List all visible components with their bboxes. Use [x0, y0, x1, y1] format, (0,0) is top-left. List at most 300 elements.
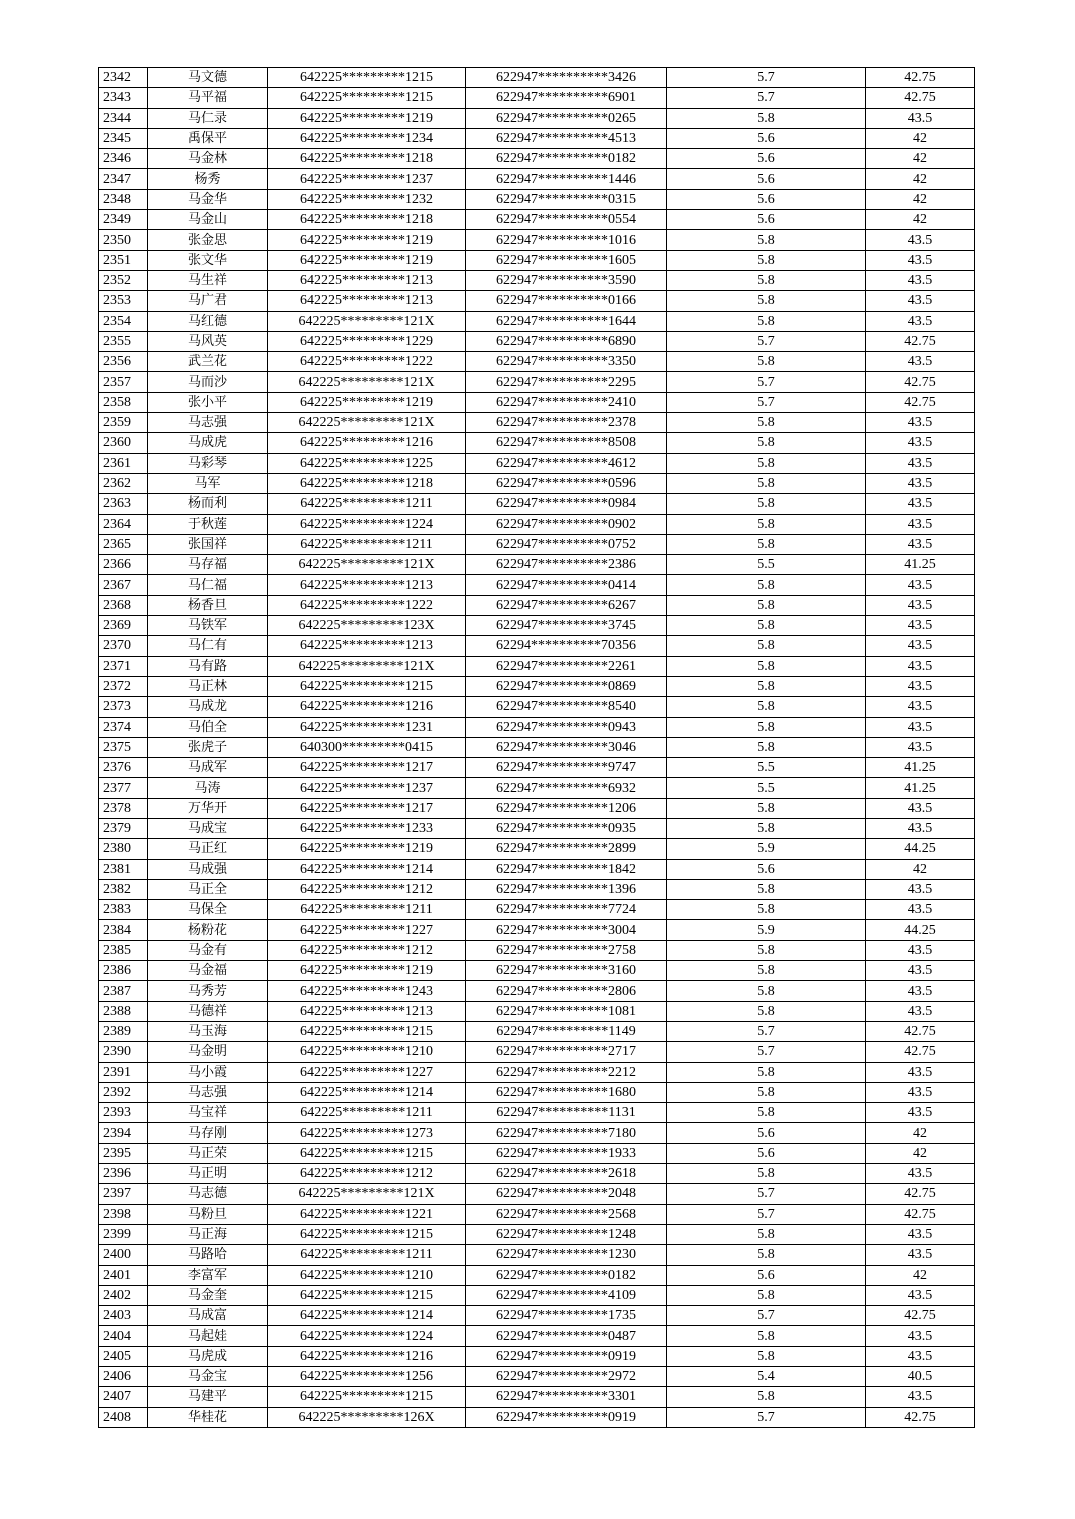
id-number-cell: 642225*********121X: [268, 413, 466, 433]
id-number-cell: 642225*********1210: [268, 1265, 466, 1285]
id-number-cell: 642225*********121X: [268, 311, 466, 331]
table-row: [99, 920, 975, 940]
id-number-cell: 642225*********121X: [268, 1184, 466, 1204]
amount-cell: 43.5: [866, 413, 975, 433]
name-cell: 马金奎: [148, 1285, 268, 1305]
amount-cell: 43.5: [866, 1387, 975, 1407]
name-cell: 马金山: [148, 210, 268, 230]
area-cell: 5.7: [667, 1042, 866, 1062]
name-cell: 马志强: [148, 413, 268, 433]
name-cell: 张金思: [148, 230, 268, 250]
id-number-cell: 642225*********1256: [268, 1367, 466, 1387]
name-cell: 马生祥: [148, 270, 268, 290]
id-number-cell: 642225*********1231: [268, 717, 466, 737]
table-row: [99, 1103, 975, 1123]
amount-cell: 42.75: [866, 1021, 975, 1041]
row-number: 2404: [99, 1326, 148, 1346]
name-cell: 马成强: [148, 859, 268, 879]
amount-cell: 43.5: [866, 616, 975, 636]
name-cell: 马起娃: [148, 1326, 268, 1346]
id-number-cell: 642225*********1224: [268, 1326, 466, 1346]
id-number-cell: 642225*********1218: [268, 210, 466, 230]
account-number-cell: 622947**********0869: [466, 676, 667, 696]
area-cell: 5.8: [667, 291, 866, 311]
id-number-cell: 642225*********1219: [268, 108, 466, 128]
table-row: [99, 1245, 975, 1265]
row-number: 2406: [99, 1367, 148, 1387]
row-number: 2408: [99, 1407, 148, 1427]
table-row: [99, 88, 975, 108]
area-cell: 5.6: [667, 128, 866, 148]
row-number: 2344: [99, 108, 148, 128]
id-number-cell: 642225*********121X: [268, 656, 466, 676]
area-cell: 5.9: [667, 920, 866, 940]
row-number: 2400: [99, 1245, 148, 1265]
table-row: [99, 331, 975, 351]
area-cell: 5.8: [667, 1387, 866, 1407]
name-cell: 武兰花: [148, 352, 268, 372]
id-number-cell: 642225*********1213: [268, 636, 466, 656]
name-cell: 马正林: [148, 676, 268, 696]
row-number: 2348: [99, 189, 148, 209]
area-cell: 5.8: [667, 1001, 866, 1021]
amount-cell: 43.5: [866, 1245, 975, 1265]
id-number-cell: 642225*********1215: [268, 1387, 466, 1407]
amount-cell: 42.75: [866, 392, 975, 412]
table-row: [99, 392, 975, 412]
area-cell: 5.5: [667, 555, 866, 575]
account-number-cell: 622947**********0919: [466, 1346, 667, 1366]
area-cell: 5.7: [667, 372, 866, 392]
area-cell: 5.8: [667, 717, 866, 737]
account-number-cell: 622947**********0315: [466, 189, 667, 209]
area-cell: 5.8: [667, 595, 866, 615]
amount-cell: 42: [866, 128, 975, 148]
area-cell: 5.8: [667, 616, 866, 636]
name-cell: 禹保平: [148, 128, 268, 148]
table-row: [99, 839, 975, 859]
id-number-cell: 642225*********1219: [268, 961, 466, 981]
account-number-cell: 622947**********1446: [466, 169, 667, 189]
area-cell: 5.7: [667, 392, 866, 412]
name-cell: 马铁军: [148, 616, 268, 636]
account-number-cell: 622947**********1933: [466, 1143, 667, 1163]
account-number-cell: 622947**********2758: [466, 940, 667, 960]
name-cell: 马存福: [148, 555, 268, 575]
id-number-cell: 642225*********1215: [268, 1021, 466, 1041]
row-number: 2350: [99, 230, 148, 250]
amount-cell: 43.5: [866, 818, 975, 838]
account-number-cell: 622947**********3046: [466, 737, 667, 757]
area-cell: 5.6: [667, 1143, 866, 1163]
row-number: 2370: [99, 636, 148, 656]
table-row: [99, 230, 975, 250]
account-number-cell: 622947**********1644: [466, 311, 667, 331]
table-row: [99, 291, 975, 311]
name-cell: 马志德: [148, 1184, 268, 1204]
area-cell: 5.8: [667, 433, 866, 453]
table-row: [99, 169, 975, 189]
id-number-cell: 642225*********126X: [268, 1407, 466, 1427]
table-row: [99, 758, 975, 778]
table-row: [99, 595, 975, 615]
amount-cell: 43.5: [866, 1326, 975, 1346]
amount-cell: 43.5: [866, 961, 975, 981]
row-number: 2379: [99, 818, 148, 838]
account-number-cell: 622947**********7724: [466, 900, 667, 920]
amount-cell: 43.5: [866, 737, 975, 757]
payment-table: [98, 67, 975, 1428]
area-cell: 5.7: [667, 1184, 866, 1204]
table-row: [99, 372, 975, 392]
amount-cell: 43.5: [866, 1285, 975, 1305]
account-number-cell: 622947**********2378: [466, 413, 667, 433]
amount-cell: 43.5: [866, 311, 975, 331]
amount-cell: 42.75: [866, 1306, 975, 1326]
amount-cell: 43.5: [866, 534, 975, 554]
row-number: 2363: [99, 494, 148, 514]
table-row: [99, 250, 975, 270]
table-row: [99, 1367, 975, 1387]
account-number-cell: 622947**********2261: [466, 656, 667, 676]
id-number-cell: 642225*********1215: [268, 88, 466, 108]
area-cell: 5.8: [667, 1103, 866, 1123]
row-number: 2377: [99, 778, 148, 798]
name-cell: 马德祥: [148, 1001, 268, 1021]
id-number-cell: 642225*********1211: [268, 900, 466, 920]
account-number-cell: 622947**********0935: [466, 818, 667, 838]
amount-cell: 43.5: [866, 270, 975, 290]
account-number-cell: 622947**********0596: [466, 473, 667, 493]
id-number-cell: 642225*********1229: [268, 331, 466, 351]
table-row: [99, 940, 975, 960]
area-cell: 5.8: [667, 879, 866, 899]
account-number-cell: 622947**********2212: [466, 1062, 667, 1082]
row-number: 2398: [99, 1204, 148, 1224]
row-number: 2388: [99, 1001, 148, 1021]
name-cell: 马正荣: [148, 1143, 268, 1163]
row-number: 2354: [99, 311, 148, 331]
amount-cell: 43.5: [866, 1164, 975, 1184]
id-number-cell: 642225*********1214: [268, 1082, 466, 1102]
row-number: 2366: [99, 555, 148, 575]
id-number-cell: 642225*********121X: [268, 372, 466, 392]
row-number: 2397: [99, 1184, 148, 1204]
id-number-cell: 642225*********1216: [268, 697, 466, 717]
table-row: [99, 1042, 975, 1062]
amount-cell: 43.5: [866, 473, 975, 493]
row-number: 2392: [99, 1082, 148, 1102]
area-cell: 5.6: [667, 189, 866, 209]
row-number: 2405: [99, 1346, 148, 1366]
row-number: 2383: [99, 900, 148, 920]
id-number-cell: 642225*********1233: [268, 818, 466, 838]
name-cell: 马虎成: [148, 1346, 268, 1366]
table-row: [99, 900, 975, 920]
account-number-cell: 622947**********2806: [466, 981, 667, 1001]
account-number-cell: 622947**********1248: [466, 1224, 667, 1244]
account-number-cell: 622947**********0265: [466, 108, 667, 128]
name-cell: 马粉旦: [148, 1204, 268, 1224]
id-number-cell: 642225*********1215: [268, 1143, 466, 1163]
row-number: 2355: [99, 331, 148, 351]
area-cell: 5.7: [667, 1306, 866, 1326]
name-cell: 杨香旦: [148, 595, 268, 615]
amount-cell: 43.5: [866, 940, 975, 960]
name-cell: 马红德: [148, 311, 268, 331]
id-number-cell: 642225*********1212: [268, 879, 466, 899]
name-cell: 马有路: [148, 656, 268, 676]
area-cell: 5.8: [667, 737, 866, 757]
table-row: [99, 311, 975, 331]
name-cell: 马伯全: [148, 717, 268, 737]
id-number-cell: 642225*********1217: [268, 798, 466, 818]
account-number-cell: 622947**********3745: [466, 616, 667, 636]
table-row: [99, 128, 975, 148]
row-number: 2401: [99, 1265, 148, 1285]
name-cell: 马广君: [148, 291, 268, 311]
table-row: [99, 473, 975, 493]
amount-cell: 42.75: [866, 1204, 975, 1224]
id-number-cell: 642225*********1222: [268, 595, 466, 615]
amount-cell: 42.75: [866, 68, 975, 88]
row-number: 2358: [99, 392, 148, 412]
amount-cell: 43.5: [866, 900, 975, 920]
id-number-cell: 642225*********1243: [268, 981, 466, 1001]
amount-cell: 43.5: [866, 879, 975, 899]
id-number-cell: 642225*********121X: [268, 555, 466, 575]
table-row: [99, 1285, 975, 1305]
id-number-cell: 642225*********1215: [268, 68, 466, 88]
account-number-cell: 622947**********0182: [466, 149, 667, 169]
table-row: [99, 1062, 975, 1082]
name-cell: 张国祥: [148, 534, 268, 554]
table-row: [99, 1082, 975, 1102]
table-row: [99, 1265, 975, 1285]
table-row: [99, 534, 975, 554]
table-row: [99, 1387, 975, 1407]
area-cell: 5.8: [667, 1326, 866, 1346]
table-row: [99, 149, 975, 169]
amount-cell: 43.5: [866, 250, 975, 270]
table-row: [99, 210, 975, 230]
id-number-cell: 642225*********1219: [268, 839, 466, 859]
area-cell: 5.4: [667, 1367, 866, 1387]
area-cell: 5.7: [667, 1204, 866, 1224]
name-cell: 杨秀: [148, 169, 268, 189]
area-cell: 5.8: [667, 1346, 866, 1366]
id-number-cell: 642225*********1234: [268, 128, 466, 148]
account-number-cell: 622947**********1842: [466, 859, 667, 879]
account-number-cell: 622947**********2717: [466, 1042, 667, 1062]
row-number: 2369: [99, 616, 148, 636]
account-number-cell: 622947**********1149: [466, 1021, 667, 1041]
amount-cell: 42.75: [866, 1407, 975, 1427]
name-cell: 马风英: [148, 331, 268, 351]
row-number: 2395: [99, 1143, 148, 1163]
amount-cell: 43.5: [866, 697, 975, 717]
amount-cell: 40.5: [866, 1367, 975, 1387]
id-number-cell: 642225*********1273: [268, 1123, 466, 1143]
table-row: [99, 1001, 975, 1021]
name-cell: 马成龙: [148, 697, 268, 717]
row-number: 2372: [99, 676, 148, 696]
account-number-cell: 622947**********1016: [466, 230, 667, 250]
table-row: [99, 636, 975, 656]
row-number: 2378: [99, 798, 148, 818]
table-row: [99, 1123, 975, 1143]
account-number-cell: 622947**********0919: [466, 1407, 667, 1427]
amount-cell: 43.5: [866, 1001, 975, 1021]
amount-cell: 43.5: [866, 494, 975, 514]
area-cell: 5.6: [667, 149, 866, 169]
area-cell: 5.8: [667, 575, 866, 595]
amount-cell: 43.5: [866, 291, 975, 311]
row-number: 2396: [99, 1164, 148, 1184]
name-cell: 马志强: [148, 1082, 268, 1102]
name-cell: 于秋莲: [148, 514, 268, 534]
account-number-cell: 622947**********1230: [466, 1245, 667, 1265]
account-number-cell: 622947**********4513: [466, 128, 667, 148]
name-cell: 马彩琴: [148, 453, 268, 473]
name-cell: 马而沙: [148, 372, 268, 392]
name-cell: 马小霞: [148, 1062, 268, 1082]
account-number-cell: 622947**********6267: [466, 595, 667, 615]
name-cell: 马秀芳: [148, 981, 268, 1001]
account-number-cell: 622947**********0902: [466, 514, 667, 534]
table-row: [99, 352, 975, 372]
amount-cell: 44.25: [866, 839, 975, 859]
table-row: [99, 717, 975, 737]
account-number-cell: 622947**********2386: [466, 555, 667, 575]
area-cell: 5.8: [667, 250, 866, 270]
table-row: [99, 1143, 975, 1163]
table-row: [99, 798, 975, 818]
amount-cell: 43.5: [866, 433, 975, 453]
row-number: 2360: [99, 433, 148, 453]
row-number: 2385: [99, 940, 148, 960]
table-row: [99, 1021, 975, 1041]
account-number-cell: 622947**********2410: [466, 392, 667, 412]
table-row: [99, 494, 975, 514]
amount-cell: 42: [866, 1123, 975, 1143]
account-number-cell: 622947**********2972: [466, 1367, 667, 1387]
id-number-cell: 642225*********1227: [268, 1062, 466, 1082]
account-number-cell: 622947**********1081: [466, 1001, 667, 1021]
id-number-cell: 642225*********1218: [268, 473, 466, 493]
id-number-cell: 642225*********1224: [268, 514, 466, 534]
name-cell: 马涛: [148, 778, 268, 798]
amount-cell: 41.25: [866, 778, 975, 798]
id-number-cell: 642225*********1211: [268, 1103, 466, 1123]
table-row: [99, 1346, 975, 1366]
amount-cell: 42.75: [866, 88, 975, 108]
id-number-cell: 642225*********1212: [268, 1164, 466, 1184]
amount-cell: 43.5: [866, 798, 975, 818]
table-row: [99, 108, 975, 128]
table-row: [99, 676, 975, 696]
table-row: [99, 737, 975, 757]
area-cell: 5.8: [667, 1245, 866, 1265]
id-number-cell: 642225*********1213: [268, 1001, 466, 1021]
name-cell: 马成宝: [148, 818, 268, 838]
area-cell: 5.8: [667, 1285, 866, 1305]
name-cell: 马军: [148, 473, 268, 493]
account-number-cell: 622947**********0487: [466, 1326, 667, 1346]
table-row: [99, 1306, 975, 1326]
area-cell: 5.7: [667, 1021, 866, 1041]
row-number: 2389: [99, 1021, 148, 1041]
area-cell: 5.8: [667, 453, 866, 473]
table-row: [99, 1184, 975, 1204]
amount-cell: 43.5: [866, 1103, 975, 1123]
id-number-cell: 642225*********1219: [268, 392, 466, 412]
name-cell: 马成虎: [148, 433, 268, 453]
name-cell: 马仁有: [148, 636, 268, 656]
amount-cell: 41.25: [866, 758, 975, 778]
name-cell: 马仁福: [148, 575, 268, 595]
account-number-cell: 622947**********6901: [466, 88, 667, 108]
amount-cell: 42: [866, 1265, 975, 1285]
row-number: 2390: [99, 1042, 148, 1062]
area-cell: 5.8: [667, 311, 866, 331]
area-cell: 5.8: [667, 697, 866, 717]
amount-cell: 43.5: [866, 595, 975, 615]
account-number-cell: 622947**********0166: [466, 291, 667, 311]
row-number: 2362: [99, 473, 148, 493]
id-number-cell: 642225*********1212: [268, 940, 466, 960]
account-number-cell: 622947**********3301: [466, 1387, 667, 1407]
account-number-cell: 622947**********4109: [466, 1285, 667, 1305]
area-cell: 5.6: [667, 1265, 866, 1285]
name-cell: 马路哈: [148, 1245, 268, 1265]
id-number-cell: 642225*********1213: [268, 270, 466, 290]
area-cell: 5.6: [667, 210, 866, 230]
area-cell: 5.7: [667, 88, 866, 108]
name-cell: 杨而利: [148, 494, 268, 514]
area-cell: 5.7: [667, 68, 866, 88]
amount-cell: 42: [866, 859, 975, 879]
amount-cell: 43.5: [866, 1082, 975, 1102]
table-row: [99, 514, 975, 534]
id-number-cell: 642225*********1211: [268, 494, 466, 514]
amount-cell: 42.75: [866, 372, 975, 392]
account-number-cell: 622947**********2048: [466, 1184, 667, 1204]
row-number: 2374: [99, 717, 148, 737]
account-number-cell: 622947**********9747: [466, 758, 667, 778]
amount-cell: 43.5: [866, 514, 975, 534]
area-cell: 5.8: [667, 656, 866, 676]
area-cell: 5.8: [667, 961, 866, 981]
amount-cell: 42: [866, 1143, 975, 1163]
table-row: [99, 1407, 975, 1427]
id-number-cell: 642225*********1227: [268, 920, 466, 940]
id-number-cell: 642225*********1215: [268, 1224, 466, 1244]
table-row: [99, 1224, 975, 1244]
table-row: [99, 981, 975, 1001]
amount-cell: 42: [866, 189, 975, 209]
amount-cell: 43.5: [866, 636, 975, 656]
name-cell: 马成军: [148, 758, 268, 778]
row-number: 2359: [99, 413, 148, 433]
account-number-cell: 622947**********1680: [466, 1082, 667, 1102]
row-number: 2380: [99, 839, 148, 859]
account-number-cell: 622947**********8508: [466, 433, 667, 453]
account-number-cell: 622947**********3350: [466, 352, 667, 372]
area-cell: 5.8: [667, 514, 866, 534]
id-number-cell: 642225*********1215: [268, 676, 466, 696]
area-cell: 5.8: [667, 534, 866, 554]
